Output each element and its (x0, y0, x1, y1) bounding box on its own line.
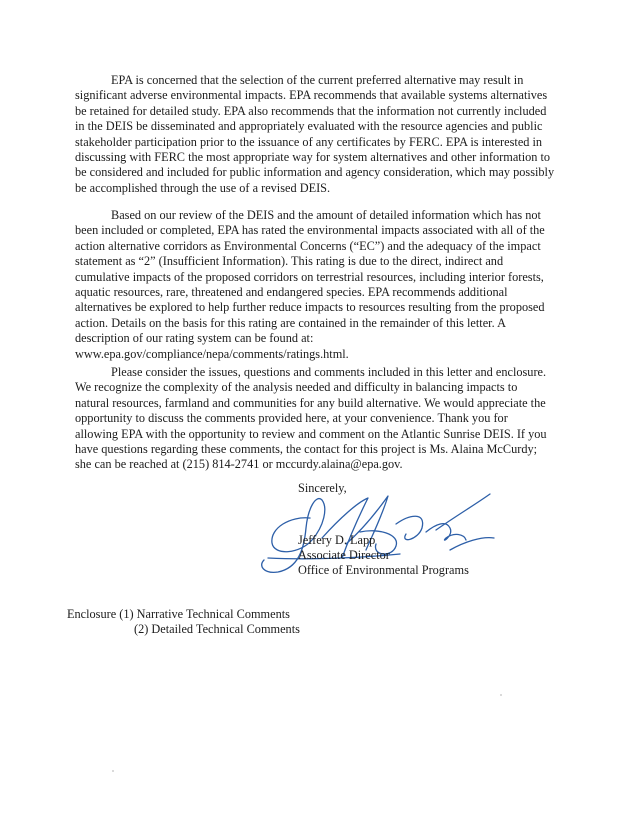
text-line: EPA is concerned that the selection of the current preferred alternative may result in (111, 73, 524, 87)
enclosure-list (67, 607, 300, 638)
text-line: We recognize the complexity of the analysis needed and difficulty in balancing impacts to (75, 380, 518, 395)
scan-speck (500, 694, 502, 696)
closing-salutation: Sincerely, (298, 481, 347, 495)
text-line: be considered and included for public information and agency consideration, which may possibly (75, 165, 555, 180)
text-line: be retained for detailed study. EPA also recommends that the information not currently included (75, 103, 547, 118)
signer-name: Jeffery D. Lapp (298, 533, 376, 547)
signer-title: Associate Director (298, 548, 390, 563)
text-line: alternatives be explored to help further reduce impacts to resources resulting from the proposed (75, 300, 545, 315)
text-line: action. Details on the basis for this rating are contained in the remainder of this letter. A (75, 315, 506, 330)
text-line: she can be reached at (215) 814-2741 or mccurdy.alaina@epa.gov. (75, 457, 403, 472)
text-line: action alternative corridors as Environmental Concerns (“EC”) and the adequacy of the impact (75, 238, 541, 253)
enclosure-item-text: (2) Detailed Technical Comments (134, 622, 300, 637)
text-line: cumulative impacts of the proposed corridors on terrestrial resources, including interior forests, (75, 269, 544, 284)
text-line: been included or completed, EPA has rated the environmental impacts associated with all of the (75, 223, 545, 238)
scan-speck (112, 770, 114, 772)
text-line: Based on our review of the DEIS and the amount of detailed information which has not (111, 208, 541, 222)
text-line: significant adverse environmental impacts. EPA recommends that available systems alternatives (75, 88, 548, 103)
paragraph-concern (75, 73, 565, 196)
text-line: stakeholder participation prior to the issuance of any certificates by FERC. EPA is interested in (75, 134, 543, 149)
enclosure-label: Enclosure (67, 607, 117, 621)
text-line: have questions regarding these comments, the contact for this project is Ms. Alaina McCurdy; (75, 442, 538, 457)
ratings-url: www.epa.gov/compliance/nepa/comments/ratings.html. (75, 346, 349, 361)
enclosure-item (67, 622, 300, 637)
enclosure-item (67, 607, 300, 622)
text-line: in the DEIS be disseminated and appropriately evaluated with the resource agencies and public (75, 119, 543, 134)
text-line: description of our rating system can be found at: (75, 331, 314, 346)
text-line: aquatic resources, rare, threatened and endangered species. EPA recommends additional (75, 285, 508, 300)
enclosure-item-text: (1) Narrative Technical Comments (119, 607, 290, 621)
signer-office: Office of Environmental Programs (298, 563, 469, 578)
text-line: discussing with FERC the most appropriate way for system alternatives and other information to (75, 150, 551, 165)
text-line: be accomplished through the use of a revised DEIS. (75, 180, 331, 195)
signature-block (298, 533, 469, 579)
text-line: natural resources, farmland and communities for any build alternative. We would appreciate the (75, 395, 546, 410)
paragraph-contact (75, 365, 565, 473)
text-line: opportunity to discuss the comments provided here, at your convenience. Thank you for (75, 411, 508, 426)
text-line: allowing EPA with the opportunity to review and comment on the Atlantic Sunrise DEIS. If you (75, 426, 547, 441)
text-line: statement as “2” (Insufficient Information). This rating is due to the direct, indirect and (75, 254, 504, 269)
paragraph-rating (75, 208, 565, 362)
text-line: Please consider the issues, questions and comments included in this letter and enclosure. (111, 365, 547, 379)
